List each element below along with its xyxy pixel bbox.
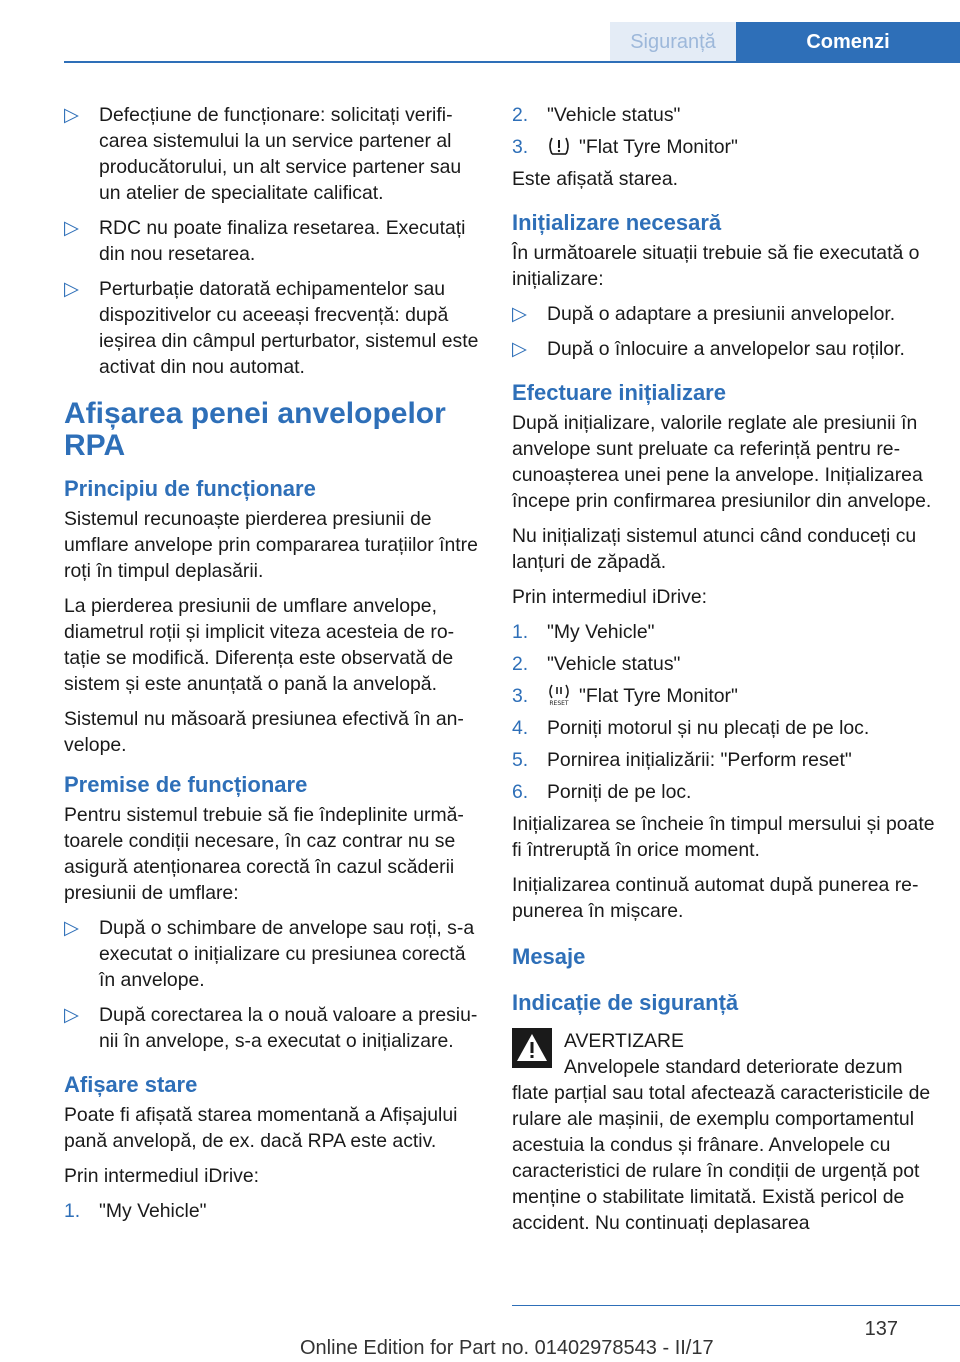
step-number: 3. (512, 136, 529, 158)
subheading-initializare-necesara: Inițializare necesară (512, 210, 722, 235)
step-number: 3. (512, 685, 529, 707)
list-item-text: Defecțiune de funcționare: solicitați verificarea sistemului la un service partener al producătorului, un alt service partener sau un atelier de specialitate calificat. (99, 104, 462, 204)
step-number: 4. (512, 717, 529, 739)
list-item-text: După o adaptare a presiunii anvelopelor. (547, 303, 896, 325)
header-divider (64, 61, 960, 63)
paragraph: Poate fi afișată starea momentană a Afișajului pană anvelopă, de ex. dacă RPA este activ. (64, 1104, 458, 1152)
paragraph: Este afișată starea. (512, 168, 678, 190)
edition-footer: Online Edition for Part no. 01402978543 - II/17 (300, 1337, 714, 1359)
triangle-bullet-icon: ▷ (64, 104, 79, 126)
list-item (64, 276, 484, 380)
flat-tyre-reset-icon (547, 684, 571, 706)
warning-icon (512, 1028, 552, 1068)
subheading-indicatie-siguranta: Indicație de siguranță (512, 990, 739, 1015)
list-item (512, 336, 940, 362)
flat-tyre-icon (547, 135, 571, 157)
list-item (64, 1198, 484, 1224)
step-number: 6. (512, 781, 529, 803)
warning-text-first-line: Anvelopele standard deteriorate dezum (564, 1056, 903, 1078)
section-tab-comenzi[interactable]: Comenzi (736, 22, 960, 62)
list-item-text: Pornirea inițializării: "Perform reset" (547, 749, 852, 771)
triangle-bullet-icon: ▷ (64, 1004, 79, 1026)
triangle-bullet-icon: ▷ (64, 917, 79, 939)
paragraph: Prin intermediul iDrive: (64, 1165, 260, 1187)
list-item-text: Porniți motorul și nu plecați de pe loc. (547, 717, 870, 739)
list-item-text: "Vehicle status" (547, 653, 681, 675)
list-item-text: "Flat Tyre Monitor" (579, 685, 738, 707)
left-column (64, 102, 484, 1230)
subheading-afisare-stare: Afișare stare (64, 1072, 198, 1097)
triangle-bullet-icon: ▷ (512, 338, 527, 360)
list-item (512, 683, 940, 709)
list-item-text: RDC nu poate finaliza resetarea. Executați din nou resetarea. (99, 217, 466, 265)
page-number: 137 (864, 1318, 898, 1340)
paragraph: Sistemul recunoaște pierderea presiunii de umflare anvelope prin compararea turațiilor între roți în timpul deplasării. (64, 508, 478, 582)
list-item (512, 619, 940, 645)
paragraph: Nu inițializați sistemul atunci când conduceți cu lanțuri de zăpadă. (512, 525, 917, 573)
triangle-bullet-icon: ▷ (512, 303, 527, 325)
step-number: 1. (512, 621, 529, 643)
step-number: 2. (512, 653, 529, 675)
subheading-mesaje: Mesaje (512, 944, 586, 969)
warning-block (512, 1028, 940, 1080)
list-item-text: După o înlocuire a anvelopelor sau roților. (547, 338, 905, 360)
list-item (64, 1002, 484, 1054)
paragraph: Pentru sistemul trebuie să fie îndeplinite următoarele condiții necesare, în caz contrar nu se asigură atenționarea corectă în cazul scăderii presiunii de umflare: (64, 804, 464, 904)
footer-divider (512, 1305, 960, 1306)
list-item (512, 134, 940, 160)
list-item (512, 779, 940, 805)
list-item (512, 102, 940, 128)
paragraph: În următoarele situații trebuie să fie executată o inițializare: (512, 242, 920, 290)
list-item-text: "Vehicle status" (547, 104, 681, 126)
triangle-bullet-icon: ▷ (64, 217, 79, 239)
list-item-text: "My Vehicle" (547, 621, 655, 643)
list-item (512, 747, 940, 773)
list-item-text: După corectarea la o nouă valoare a presiunii în anvelope, s-a executat o inițializare. (99, 1004, 478, 1052)
subheading-principiu: Principiu de funcționare (64, 476, 316, 501)
list-item-text: Porniți de pe loc. (547, 781, 692, 803)
list-item-text: "My Vehicle" (99, 1200, 207, 1222)
list-item (512, 715, 940, 741)
list-item (64, 915, 484, 993)
warning-text: flate parțial sau total afectează caracteristicile de rulare ale mașinii, de exemplu comportamentul acestuia la condus și frânare. Anvelopele cu caracteristici de rulare în condiții de urgență pot menține o stabilitate limitată. Există pericol de accident. Nu continuați deplasarea (512, 1082, 931, 1234)
paragraph: Inițializarea se încheie în timpul mersului și poate fi întreruptă în orice moment. (512, 813, 935, 861)
section-title: Afișarea penei anvelopelor RPA (64, 397, 446, 462)
paragraph: Sistemul nu măsoară presiunea efectivă în anvelope. (64, 708, 464, 756)
subheading-premise: Premise de funcționare (64, 772, 308, 797)
paragraph: Inițializarea continuă automat după punerea repunerea în mișcare. (512, 874, 919, 922)
list-item (64, 215, 484, 267)
list-item-text: Perturbație datorată echipamentelor sau dispozitivelor cu aceeași frecvență: după ieșirea din câmpul perturbator, sistemul este activat din nou automat. (99, 278, 479, 378)
paragraph: După inițializare, valorile reglate ale presiunii în anvelope sunt preluate ca referință pentru recunoașterea unei pene la anvelope. Inițializarea începe prin confirmarea presiunilor din anvelope. (512, 412, 932, 512)
paragraph: La pierderea presiunii de umflare anvelope, diametrul roții și implicit viteza acesteia de rotație se modifică. Diferența este observată de sistem și este anunțată o pană la anvelopă. (64, 595, 455, 695)
list-item-text: "Flat Tyre Monitor" (579, 136, 738, 158)
section-tab-siguranta[interactable]: Siguranță (610, 22, 736, 62)
warning-title: AVERTIZARE (564, 1030, 684, 1052)
list-item (512, 651, 940, 677)
step-number: 2. (512, 104, 529, 126)
step-number: 1. (64, 1200, 81, 1222)
list-item (512, 301, 940, 327)
subheading-efectuare-initializare: Efectuare inițializare (512, 380, 726, 405)
right-column (512, 102, 940, 1236)
paragraph: Prin intermediul iDrive: (512, 586, 708, 608)
triangle-bullet-icon: ▷ (64, 278, 79, 300)
step-number: 5. (512, 749, 529, 771)
list-item-text: După o schimbare de anvelope sau roți, s-a executat o inițializare cu presiunea corectă în anvelope. (99, 917, 475, 991)
reset-label: RESET (549, 700, 569, 706)
list-item (64, 102, 484, 206)
